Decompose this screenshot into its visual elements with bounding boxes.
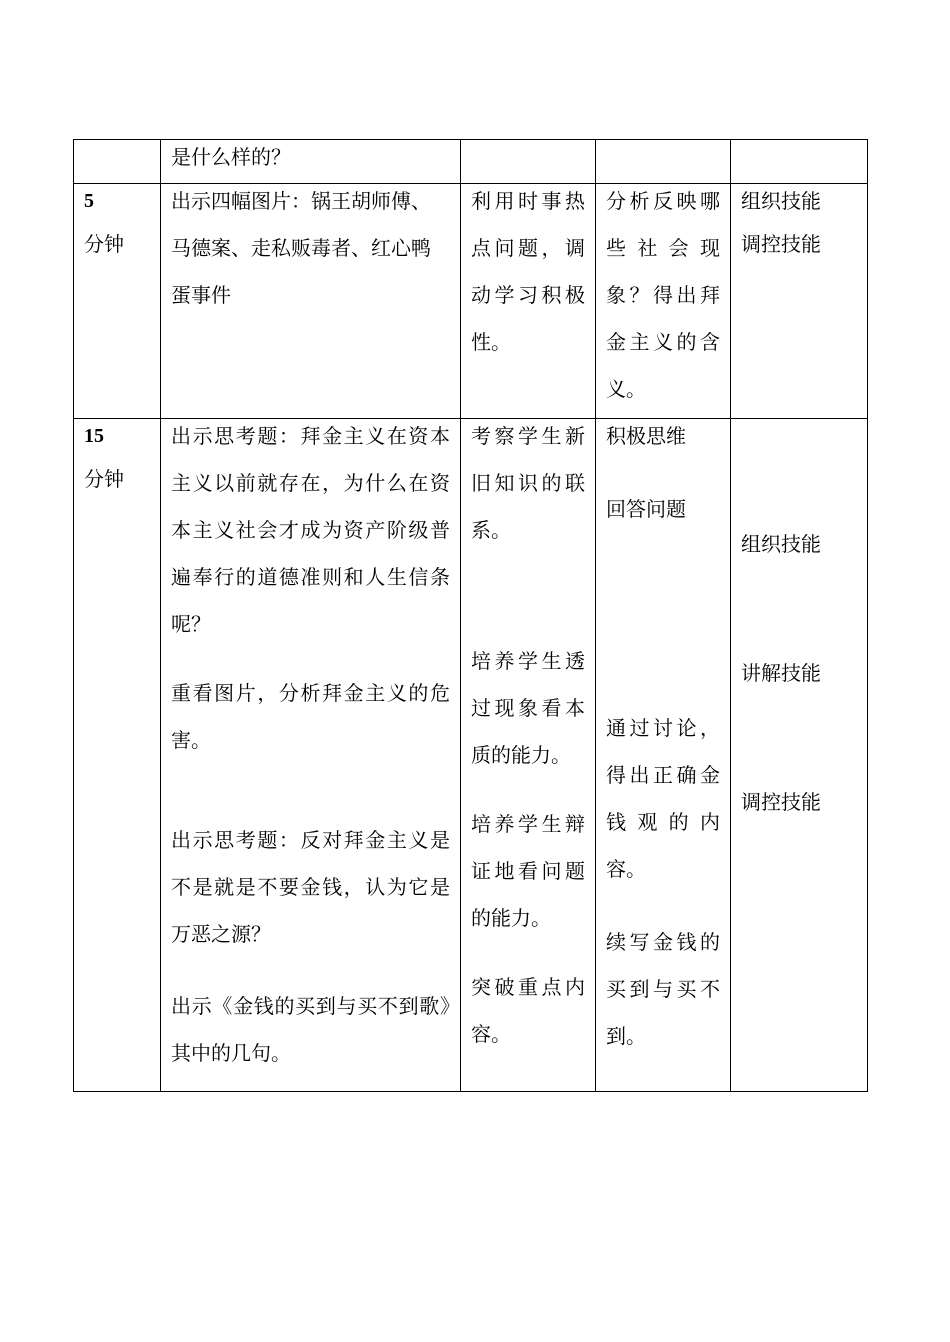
student-cell bbox=[596, 419, 731, 1092]
activity-text: 出示思考题：反对拜金主义是不是就是不要金钱，认为它是万恶之源？ bbox=[171, 828, 450, 946]
student-cell bbox=[596, 140, 731, 184]
table-row bbox=[74, 184, 868, 419]
student-text: 回答问题 bbox=[606, 497, 686, 521]
purpose-text: 培养学生透过现象看本质的能力。 bbox=[471, 649, 585, 767]
student-text: 通过讨论，得出正确金钱观的内容。 bbox=[606, 716, 720, 881]
purpose-text: 突破重点内容。 bbox=[471, 975, 585, 1046]
skill-cell bbox=[731, 140, 868, 184]
skill-text: 组织技能 bbox=[741, 532, 821, 556]
activity-cell bbox=[161, 184, 461, 419]
time-unit: 分钟 bbox=[84, 467, 124, 491]
student-text: 续写金钱的买到与买不到。 bbox=[606, 930, 720, 1048]
time-number: 5 bbox=[84, 190, 94, 212]
table-row bbox=[74, 140, 868, 184]
time-cell bbox=[74, 184, 161, 419]
skill-text: 调控技能 bbox=[741, 232, 821, 256]
skill-text: 组织技能 bbox=[741, 189, 821, 213]
activity-text: 重看图片，分析拜金主义的危害。 bbox=[171, 681, 450, 752]
skill-cell bbox=[731, 419, 868, 1092]
purpose-text: 考察学生新旧知识的联系。 bbox=[471, 424, 585, 542]
student-text: 积极思维 bbox=[606, 424, 686, 448]
table-row bbox=[74, 419, 868, 1092]
activity-text: 出示思考题：拜金主义在资本主义以前就存在，为什么在资本主义社会才成为资产阶级普遍奉行的道德准则和人生信条呢？ bbox=[171, 424, 450, 636]
time-number: 15 bbox=[84, 425, 104, 447]
purpose-cell bbox=[461, 140, 596, 184]
time-cell bbox=[74, 140, 161, 184]
skill-text: 讲解技能 bbox=[741, 661, 821, 685]
purpose-text: 利用时事热点问题，调动学习积极性。 bbox=[471, 189, 585, 354]
skill-text: 调控技能 bbox=[741, 790, 821, 814]
student-text: 分析反映哪些社会现象？得出拜金主义的含义。 bbox=[606, 189, 720, 401]
activity-text: 出示《金钱的买到与买不到歌》其中的几句。 bbox=[171, 994, 450, 1065]
purpose-text: 培养学生辩证地看问题的能力。 bbox=[471, 812, 585, 930]
student-cell bbox=[596, 184, 731, 419]
activity-cell bbox=[161, 140, 461, 184]
activity-cell bbox=[161, 419, 461, 1092]
purpose-cell bbox=[461, 419, 596, 1092]
activity-text: 出示四幅图片：锅王胡师傅、马德案、走私贩毒者、红心鸭蛋事件 bbox=[171, 189, 431, 307]
time-cell bbox=[74, 419, 161, 1092]
purpose-cell bbox=[461, 184, 596, 419]
time-unit: 分钟 bbox=[84, 232, 124, 256]
activity-text: 是什么样的？ bbox=[171, 145, 291, 169]
lesson-plan-table bbox=[73, 139, 868, 1092]
skill-cell bbox=[731, 184, 868, 419]
